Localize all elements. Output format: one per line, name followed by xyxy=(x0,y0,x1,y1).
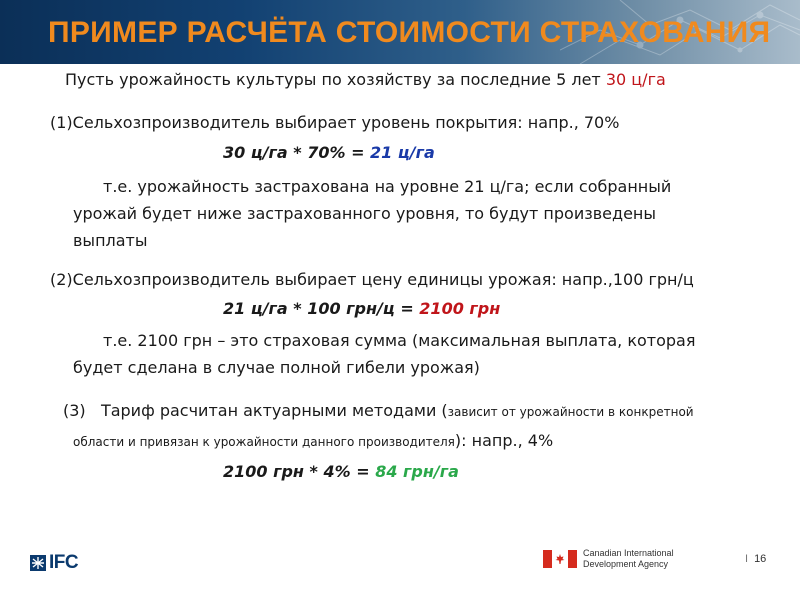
step1-line: (1)Сельхозпроизводитель выбирает уровень покрытия: напр., 70% xyxy=(50,113,620,132)
ifc-logo xyxy=(30,552,78,574)
step3-line xyxy=(63,398,694,425)
step1-formula xyxy=(223,140,435,166)
page-number: 16 xyxy=(754,553,767,565)
page-separator: I xyxy=(745,553,749,565)
step1-formula-left: 30 ц/га * 70% = xyxy=(223,143,371,162)
step2-note-line1: т.е. 2100 грн – это страховая сумма (максимальная выплата, которая xyxy=(103,331,696,350)
page-title: ПРИМЕР РАСЧЁТА СТОИМОСТИ СТРАХОВАНИЯ xyxy=(48,16,771,49)
step1-note-line2: урожай будет ниже застрахованного уровня, то будут произведены xyxy=(73,204,656,223)
page-number-area xyxy=(745,553,766,565)
step1-note-line3: выплаты xyxy=(73,231,148,250)
step3-formula-result: 84 грн/га xyxy=(375,462,459,481)
step2-formula xyxy=(223,296,500,322)
cida-logo xyxy=(543,548,674,570)
step3-small2: области и привязан к урожайности данного производителя xyxy=(73,435,455,449)
intro-line xyxy=(65,67,666,93)
step3-small1: зависит от урожайности в конкретной xyxy=(447,405,694,419)
step3-formula xyxy=(223,459,459,485)
step2-line: (2)Сельхозпроизводитель выбирает цену единицы урожая: напр.,100 грн/ц xyxy=(50,270,694,289)
step1-note-line1: т.е. урожайность застрахована на уровне 21 ц/га; если собранный xyxy=(103,177,672,196)
step2-formula-result: 2100 грн xyxy=(419,299,501,318)
intro-yield-value: 30 ц/га xyxy=(605,70,666,89)
cida-line2: Development Agency xyxy=(583,559,669,569)
canada-flag-icon xyxy=(543,550,577,568)
step2-note-line2: будет сделана в случае полной гибели урожая) xyxy=(73,358,480,377)
ifc-label: IFC xyxy=(49,552,79,573)
header-banner xyxy=(0,0,800,64)
step3-main: Тариф расчитан актуарными методами ( xyxy=(100,401,448,420)
step2-formula-left: 21 ц/га * 100 грн/ц = xyxy=(223,299,420,318)
step3-formula-left: 2100 грн * 4% = xyxy=(223,462,376,481)
step3-line2 xyxy=(73,428,553,455)
step3-number: (3) xyxy=(63,401,86,420)
cida-line1: Canadian International xyxy=(583,548,674,558)
ifc-globe-icon xyxy=(30,555,46,571)
step3-tail: ): напр., 4% xyxy=(454,431,554,450)
step1-formula-result: 21 ц/га xyxy=(370,143,435,162)
intro-text: Пусть урожайность культуры по хозяйству за последние 5 лет xyxy=(65,70,606,89)
